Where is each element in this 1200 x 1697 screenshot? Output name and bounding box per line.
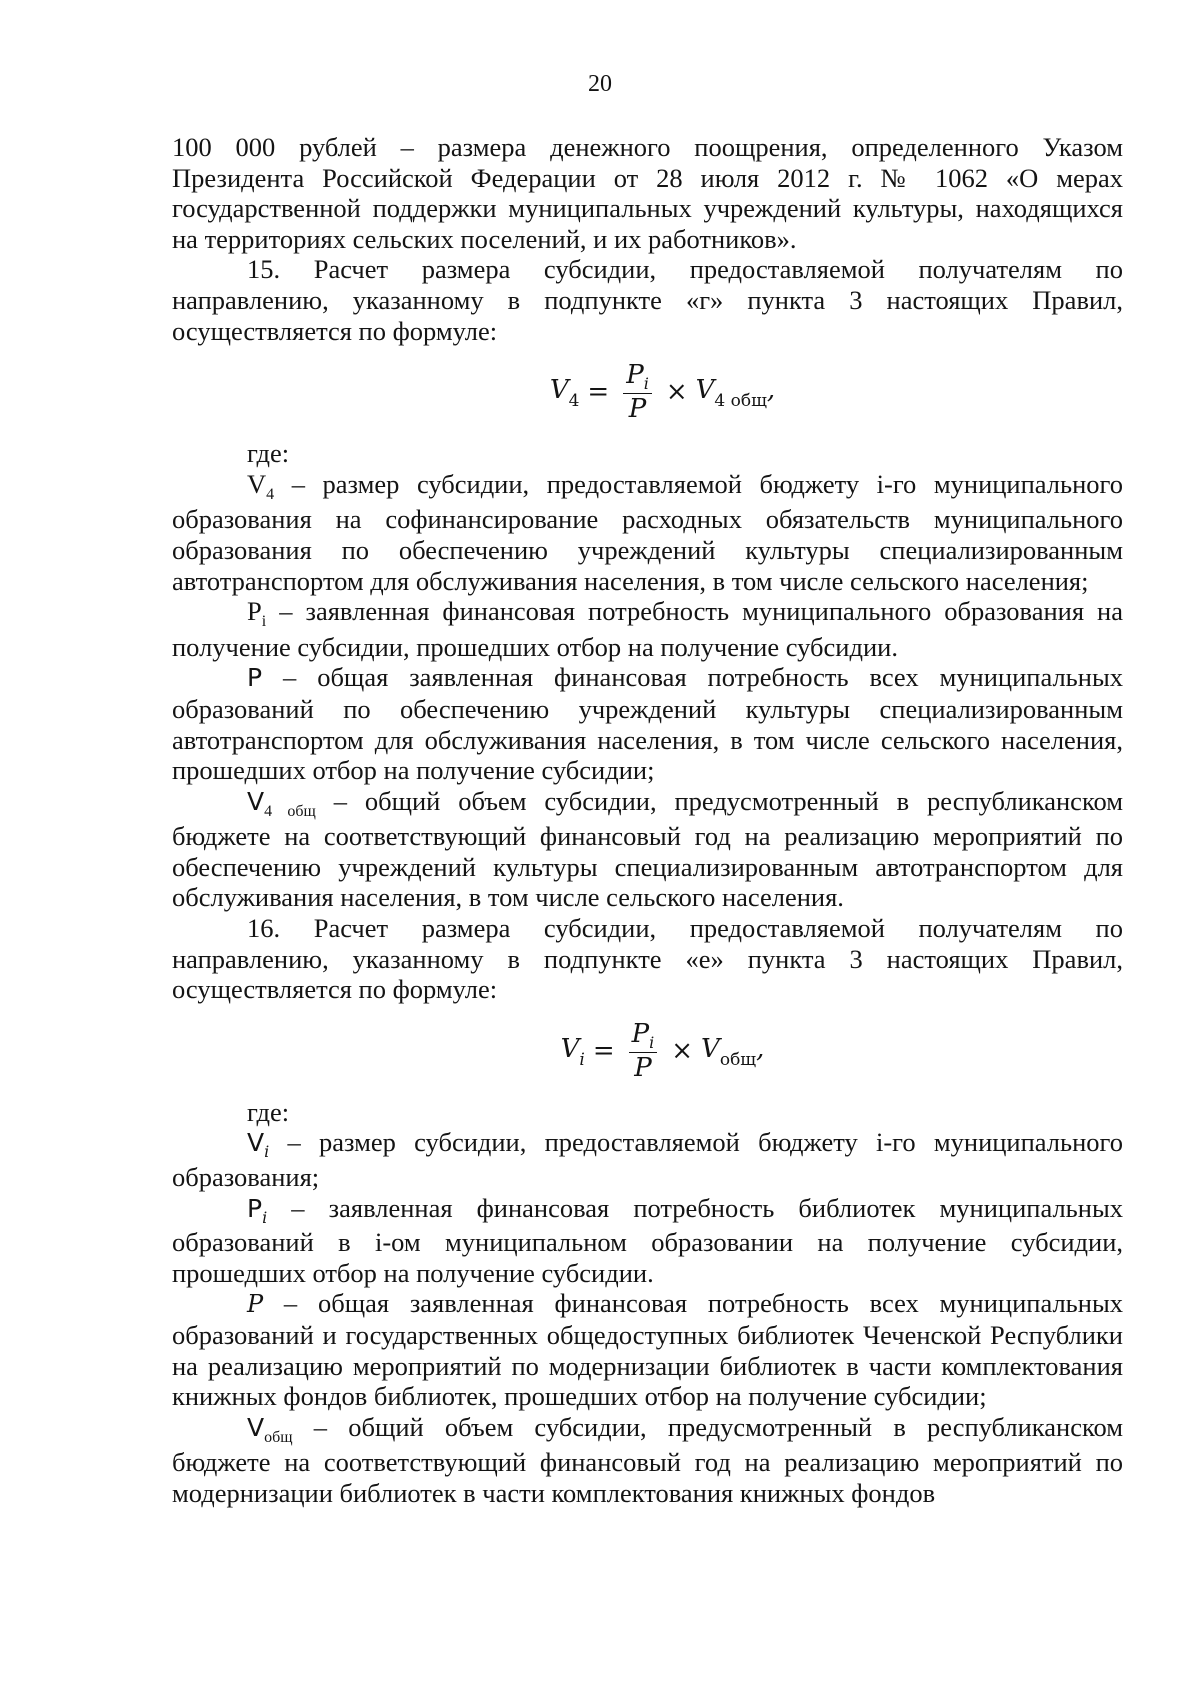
formula-fraction xyxy=(623,360,652,424)
formula-equals: = xyxy=(592,1035,615,1066)
definition-p-libraries: P – общая заявленная финансовая потребность всех муниципальных образований и государственных общедоступных библиотек Чеченской Республики на реализацию мероприятий по модернизации библиотек в части комплектования книжных фондов библиотек, прошедших отбор на получение субсидии; xyxy=(172,1288,1123,1412)
paragraph-15: 15. Расчет размера субсидии, предоставляемой получателям по направлению, указанному в подпункте «г» пункта 3 настоящих Правил, осуществляется по формуле: xyxy=(172,254,1123,346)
formula-equals: = xyxy=(587,376,610,407)
fraction-numerator: $P_i$ xyxy=(629,1019,658,1053)
where-label: где: xyxy=(247,438,290,469)
formula-fraction xyxy=(629,1019,658,1083)
definition-v-total: $V_{общ}$ – общий объем субсидии, предусмотренный в республиканском бюджете на соответствующий финансовый год на реализацию мероприятий по модернизации библиотек в части комплектования книжных фондов xyxy=(172,1411,1123,1508)
definition-pi: $P_i$ – заявленная финансовая потребность муниципального образования на получение субсидии, прошедших отбор на получение субсидии. xyxy=(172,596,1123,662)
definition-v4-total: $V_{4 общ}$ – общий объем субсидии, предусмотренный в республиканском бюджете на соответствующий финансовый год на реализацию мероприятий по обеспечению учреждений культуры специализированным автотранспортом для обслуживания населения, в том числе сельского населения. xyxy=(172,785,1123,913)
fraction-denominator: P xyxy=(634,1052,652,1083)
formula-rhs: $V_{4 общ}$, xyxy=(695,375,776,412)
definition-pi-libraries: $P_i$ – заявленная финансовая потребность библиотек муниципальных образований в i-ом муниципальном образовании на получение субсидии, прошедших отбор на получение субсидии. xyxy=(172,1192,1123,1288)
definition-vi: $V_i$ – размер субсидии, предоставляемой бюджету i-го муниципального образования; xyxy=(172,1127,1123,1193)
formula-lhs: $V_i$ xyxy=(560,1034,585,1071)
page-number: 20 xyxy=(588,71,612,97)
formula-v4 xyxy=(172,346,1123,438)
formula-lhs: $V_4$ xyxy=(549,375,580,412)
definition-p: P – общая заявленная финансовая потребность всех муниципальных образований по обеспечению учреждений культуры специализированным автотранспортом для обслуживания населения, в том числе сельского населения, прошедших отбор на получение субсидии; xyxy=(172,662,1123,786)
formula-vi xyxy=(172,1005,1123,1097)
formula-times: × xyxy=(671,1035,694,1066)
where-label: где: xyxy=(247,1096,290,1127)
fraction-denominator: P xyxy=(628,394,647,425)
formula-rhs: $V_{общ}$, xyxy=(701,1034,765,1071)
paragraph-continuation: 100 000 рублей – размера денежного поощрения, определенного Указом Президента Российской Федерации от 28 июля 2012 г. № 1062 «О мерах государственной поддержки муниципальных учреждений культуры, находящихся на территориях сельских поселений, и их работников». xyxy=(172,132,1123,254)
formula-times: × xyxy=(665,376,688,407)
definition-v4: $V_4$ – размер субсидии, предоставляемой бюджету i-го муниципального образования на софинансирование расходных обязательств муниципального образования по обеспечению учреждений культуры специализированным автотранспортом для обслуживания населения, в том числе сельского населения; xyxy=(172,468,1123,596)
paragraph-16: 16. Расчет размера субсидии, предоставляемой получателям по направлению, указанному в подпункте «е» пункта 3 настоящих Правил, осуществляется по формуле: xyxy=(172,913,1123,1005)
fraction-numerator: $P_i$ xyxy=(623,360,652,394)
document-body xyxy=(172,132,1123,1509)
